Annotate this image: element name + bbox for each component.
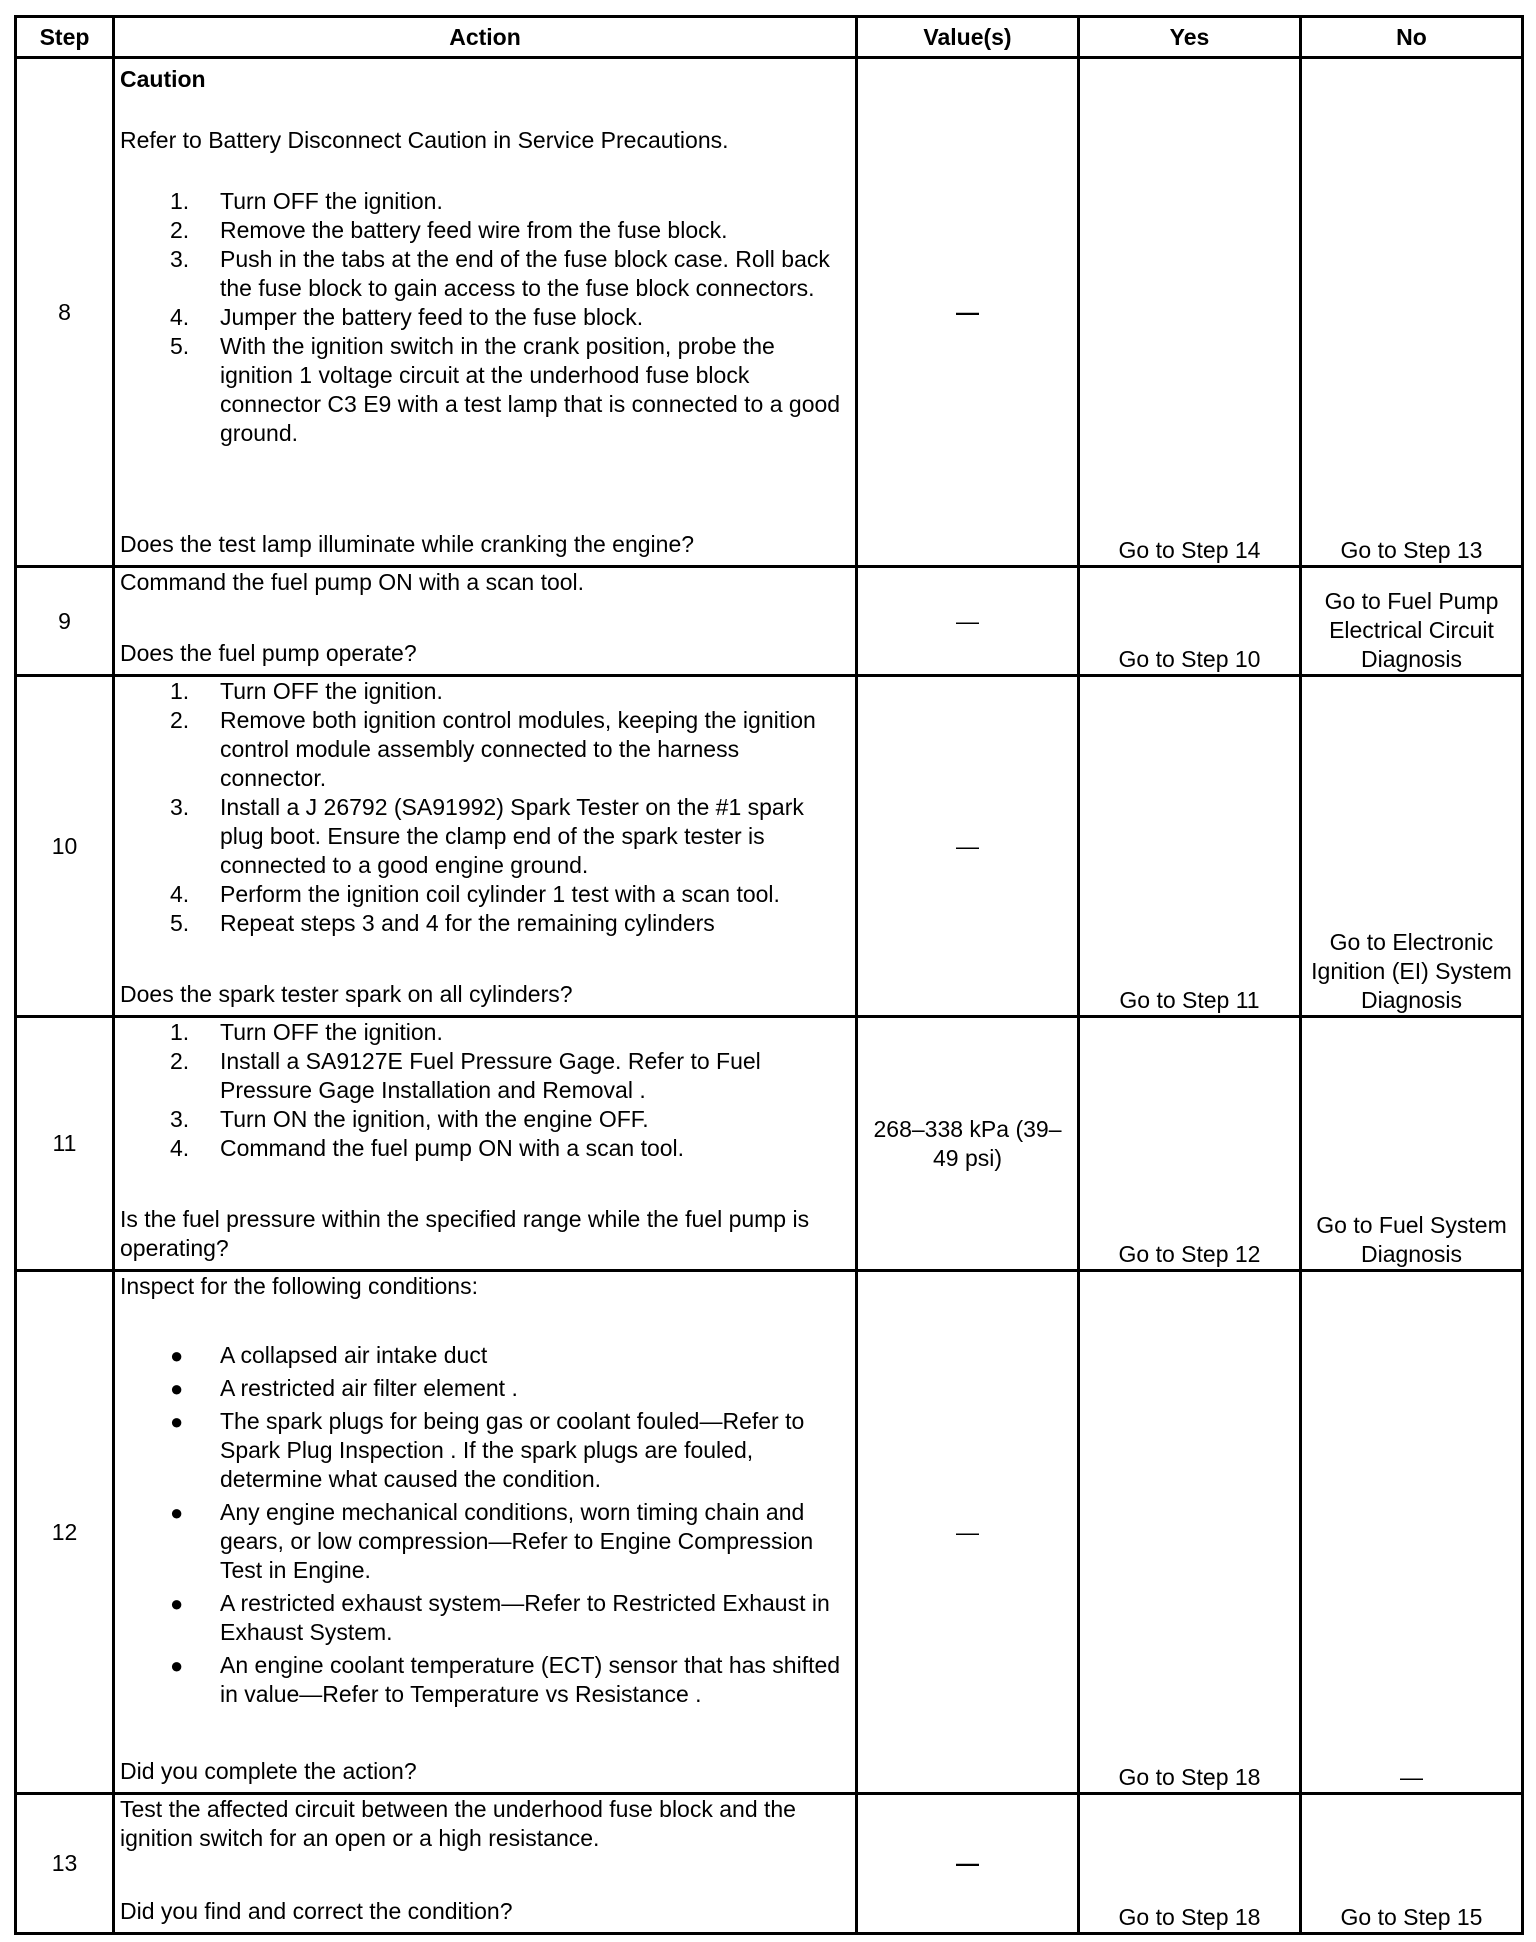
action-question: Does the test lamp illuminate while cranking the engine?: [120, 531, 695, 557]
no-cell: Go to Fuel Pump Electrical Circuit Diagnosis: [1301, 567, 1523, 676]
action-cell: [114, 58, 857, 567]
yes-cell: Go to Step 10: [1079, 567, 1301, 676]
list-item: 3. Push in the tabs at the end of the fuse block case. Roll back the fuse block to gain access to the fuse block connectors.: [170, 246, 830, 301]
step-number: 12: [16, 1271, 114, 1794]
yes-cell: Go to Step 18: [1079, 1794, 1301, 1934]
no-cell: Go to Step 15: [1301, 1794, 1523, 1934]
header-no: No: [1301, 17, 1523, 58]
step-number: 10: [16, 676, 114, 1017]
list-item: 4. Jumper the battery feed to the fuse block.: [170, 304, 644, 330]
action-intro: Inspect for the following conditions:: [120, 1273, 478, 1299]
no-cell: Go to Fuel System Diagnosis: [1301, 1017, 1523, 1271]
action-question: Is the fuel pressure within the specified range while the fuel pump is operating?: [120, 1206, 810, 1261]
action-question: Did you find and correct the condition?: [120, 1898, 513, 1924]
list-item: 3. Install a J 26792 (SA91992) Spark Tester on the #1 spark plug boot. Ensure the clamp end of the spark tester is connected to a good engine ground.: [170, 794, 804, 878]
value-cell: —: [857, 1794, 1079, 1934]
list-item: 4. Command the fuel pump ON with a scan tool.: [170, 1135, 685, 1161]
list-item: ● An engine coolant temperature (ECT) sensor that has shifted in value—Refer to Temperature vs Resistance .: [170, 1652, 841, 1707]
step-number: 9: [16, 567, 114, 676]
action-question: Does the fuel pump operate?: [120, 640, 417, 666]
action-cell: [114, 567, 857, 676]
list-item: 1. Turn OFF the ignition.: [170, 188, 443, 214]
list-item: 5. Repeat steps 3 and 4 for the remaining cylinders: [170, 910, 715, 936]
list-item: 1. Turn OFF the ignition.: [170, 678, 443, 704]
no-cell: Go to Step 13: [1301, 58, 1523, 567]
list-item: 2. Remove the battery feed wire from the fuse block.: [170, 217, 728, 243]
action-cell: [114, 676, 857, 1017]
list-item: ● A restricted air filter element .: [170, 1375, 518, 1401]
value-cell: —: [857, 567, 1079, 676]
action-intro: Refer to Battery Disconnect Caution in Service Precautions.: [120, 127, 729, 153]
yes-cell: Go to Step 11: [1079, 676, 1301, 1017]
value-cell: —: [857, 58, 1079, 567]
step-number: 13: [16, 1794, 114, 1934]
value-cell: —: [857, 676, 1079, 1017]
step-list: [120, 1018, 850, 1163]
header-action: Action: [114, 17, 857, 58]
value-cell: —: [857, 1271, 1079, 1794]
action-intro: Test the affected circuit between the underhood fuse block and the ignition switch for an open or a high resistance.: [120, 1796, 796, 1851]
yes-cell: Go to Step 14: [1079, 58, 1301, 567]
list-item: ● A restricted exhaust system—Refer to Restricted Exhaust in Exhaust System.: [170, 1590, 830, 1645]
action-question: Did you complete the action?: [120, 1758, 417, 1784]
table-row: [16, 567, 1523, 676]
table-row: [16, 1271, 1523, 1794]
list-item: ● The spark plugs for being gas or coolant fouled—Refer to Spark Plug Inspection . If the spark plugs are fouled, determine what caused the condition.: [170, 1408, 805, 1492]
action-cell: [114, 1271, 857, 1794]
diagnostic-table: [14, 15, 1524, 1935]
value-cell: 268–338 kPa (39–49 psi): [857, 1017, 1079, 1271]
action-cell: [114, 1794, 857, 1934]
list-item: 5. With the ignition switch in the crank position, probe the ignition 1 voltage circuit at the underhood fuse block connector C3 E9 with a test lamp that is connected to a good ground.: [170, 333, 841, 446]
action-question: Does the spark tester spark on all cylinders?: [120, 981, 573, 1007]
step-number: 8: [16, 58, 114, 567]
list-item: 1. Turn OFF the ignition.: [170, 1019, 443, 1045]
header-row: [16, 17, 1523, 58]
step-list: [120, 187, 850, 448]
list-item: 3. Turn ON the ignition, with the engine OFF.: [170, 1106, 649, 1132]
step-list: [120, 677, 850, 938]
list-item: 2. Install a SA9127E Fuel Pressure Gage. Refer to Fuel Pressure Gage Installation and Removal .: [170, 1048, 761, 1103]
condition-list: [120, 1341, 850, 1709]
yes-cell: Go to Step 12: [1079, 1017, 1301, 1271]
header-yes: Yes: [1079, 17, 1301, 58]
table-row: [16, 1017, 1523, 1271]
no-cell: —: [1301, 1271, 1523, 1794]
header-step: Step: [16, 17, 114, 58]
action-cell: [114, 1017, 857, 1271]
header-values: Value(s): [857, 17, 1079, 58]
list-item: 4. Perform the ignition coil cylinder 1 test with a scan tool.: [170, 881, 780, 907]
action-intro: Command the fuel pump ON with a scan tool.: [120, 569, 585, 595]
table-row: [16, 58, 1523, 567]
yes-cell: Go to Step 18: [1079, 1271, 1301, 1794]
list-item: 2. Remove both ignition control modules, keeping the ignition control module assembly connected to the harness connector.: [170, 707, 816, 791]
table-row: [16, 676, 1523, 1017]
no-cell: Go to Electronic Ignition (EI) System Diagnosis: [1301, 676, 1523, 1017]
table-row: [16, 1794, 1523, 1934]
caution-label: Caution: [120, 66, 206, 92]
list-item: ● Any engine mechanical conditions, worn timing chain and gears, or low compression—Refer to Engine Compression Test in Engine.: [170, 1499, 814, 1583]
step-number: 11: [16, 1017, 114, 1271]
list-item: ● A collapsed air intake duct: [170, 1342, 488, 1368]
